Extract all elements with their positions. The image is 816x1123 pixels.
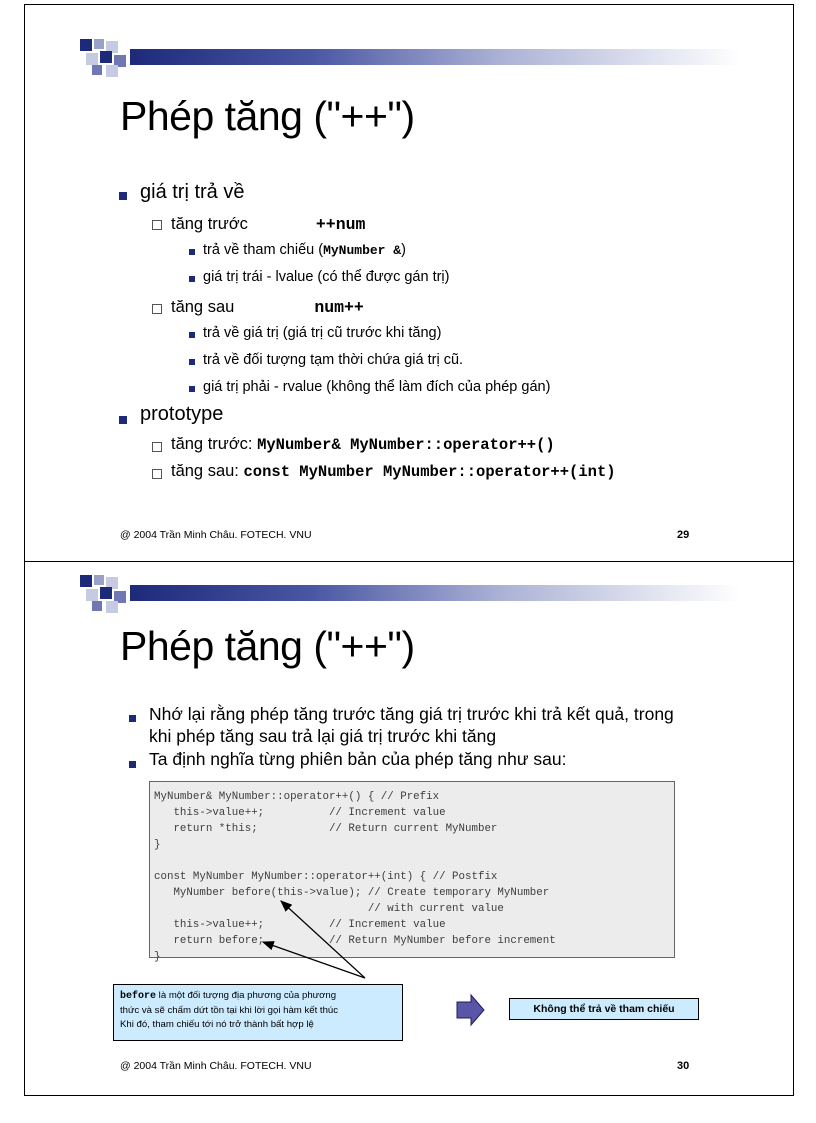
- ref-code: MyNumber &: [323, 243, 402, 258]
- sub-bullet-prefix: [171, 215, 365, 234]
- code-line: // with current value: [154, 903, 504, 915]
- code-line: return before; // Return MyNumber before increment: [154, 935, 556, 947]
- hollow-square-icon: [152, 304, 162, 314]
- postfix-label: tăng sau: [171, 298, 235, 316]
- small-bullet-icon: [189, 359, 195, 365]
- callout-text: Khi đó, tham chiếu tới nó trở thành bất hợp lệ: [120, 1019, 314, 1030]
- small-bullet-icon: [189, 276, 195, 282]
- postfix-item: trả về giá trị (giá trị cũ trước khi tăng): [203, 325, 442, 341]
- proto-postfix-label: tăng sau:: [171, 462, 244, 480]
- code-line: MyNumber& MyNumber::operator++() { // Prefix: [154, 791, 440, 803]
- small-bullet-icon: [189, 332, 195, 338]
- ref-text: trả về tham chiếu (: [203, 242, 324, 258]
- ref-close: ): [401, 242, 406, 258]
- callout-before-note: [113, 984, 403, 1041]
- bullet-define: Ta định nghĩa từng phiên bản của phép tăng như sau:: [149, 749, 567, 769]
- bullet-return-value: giá trị trả về: [140, 181, 245, 203]
- page-number: 29: [677, 529, 690, 541]
- no-reference-note: Không thể trả về tham chiếu: [509, 998, 699, 1020]
- slide-30: [24, 561, 794, 1096]
- code-line: return *this; // Return current MyNumber: [154, 823, 498, 835]
- prefix-code: ++num: [315, 215, 366, 234]
- small-bullet-icon: [189, 386, 195, 392]
- arrow-to-return: [263, 942, 365, 978]
- sub-bullet-postfix: [171, 298, 364, 317]
- bullet-square-icon: [119, 416, 127, 424]
- callout-code: before: [120, 991, 157, 1002]
- proto-prefix-label: tăng trước:: [171, 435, 258, 453]
- footer-credit: @ 2004 Trần Minh Châu. FOTECH. VNU: [120, 529, 312, 541]
- right-arrow-icon: [457, 995, 484, 1025]
- page-number: 30: [677, 1060, 690, 1072]
- title-decoration: [80, 39, 740, 77]
- callout-text: thức và sẽ chấm dứt tồn tại khi lời gọi hàm kết thúc: [120, 1005, 339, 1016]
- hollow-square-icon: [152, 469, 162, 479]
- callout-text: là một đối tượng địa phương của phương: [156, 990, 337, 1001]
- code-line: this->value++; // Increment value: [154, 919, 446, 931]
- code-line: this->value++; // Increment value: [154, 807, 446, 819]
- slide-title: Phép tăng ("++"): [120, 93, 415, 139]
- code-line: }: [154, 951, 161, 963]
- prefix-label: tăng trước: [171, 215, 248, 233]
- arrow-to-before: [281, 901, 365, 978]
- postfix-item: trả về đối tượng tạm thời chứa giá trị cũ.: [203, 352, 464, 368]
- prefix-item-reference: [203, 242, 406, 258]
- footer-credit: @ 2004 Trần Minh Châu. FOTECH. VNU: [120, 1060, 312, 1072]
- code-line: const MyNumber MyNumber::operator++(int) { // Postfix: [154, 871, 498, 883]
- prefix-item-lvalue: giá trị trái - lvalue (có thể được gán trị): [203, 269, 450, 285]
- proto-prefix-code: MyNumber& MyNumber::operator++(): [257, 436, 555, 454]
- hollow-square-icon: [152, 442, 162, 452]
- code-line: MyNumber before(this->value); // Create temporary MyNumber: [154, 887, 550, 899]
- postfix-item: giá trị phải - rvalue (không thể làm đích của phép gán): [203, 379, 551, 395]
- slide-title: Phép tăng ("++"): [120, 623, 415, 669]
- slide-29: [24, 4, 794, 562]
- postfix-code: num++: [314, 298, 364, 317]
- proto-prefix: [171, 435, 555, 454]
- proto-postfix-code: const MyNumber MyNumber::operator++(int): [243, 463, 616, 481]
- bullet-square-icon: [119, 192, 127, 200]
- hollow-square-icon: [152, 220, 162, 230]
- bullet-prototype: prototype: [140, 403, 224, 425]
- recall-line-1: Nhớ lại rằng phép tăng trước tăng giá trị trước khi trả kết quả, trong: [149, 704, 674, 724]
- proto-postfix: [171, 462, 616, 481]
- code-line: }: [154, 839, 161, 851]
- recall-line-2: khi phép tăng sau trả lại giá trị trước khi tăng: [149, 726, 497, 746]
- small-bullet-icon: [189, 249, 195, 255]
